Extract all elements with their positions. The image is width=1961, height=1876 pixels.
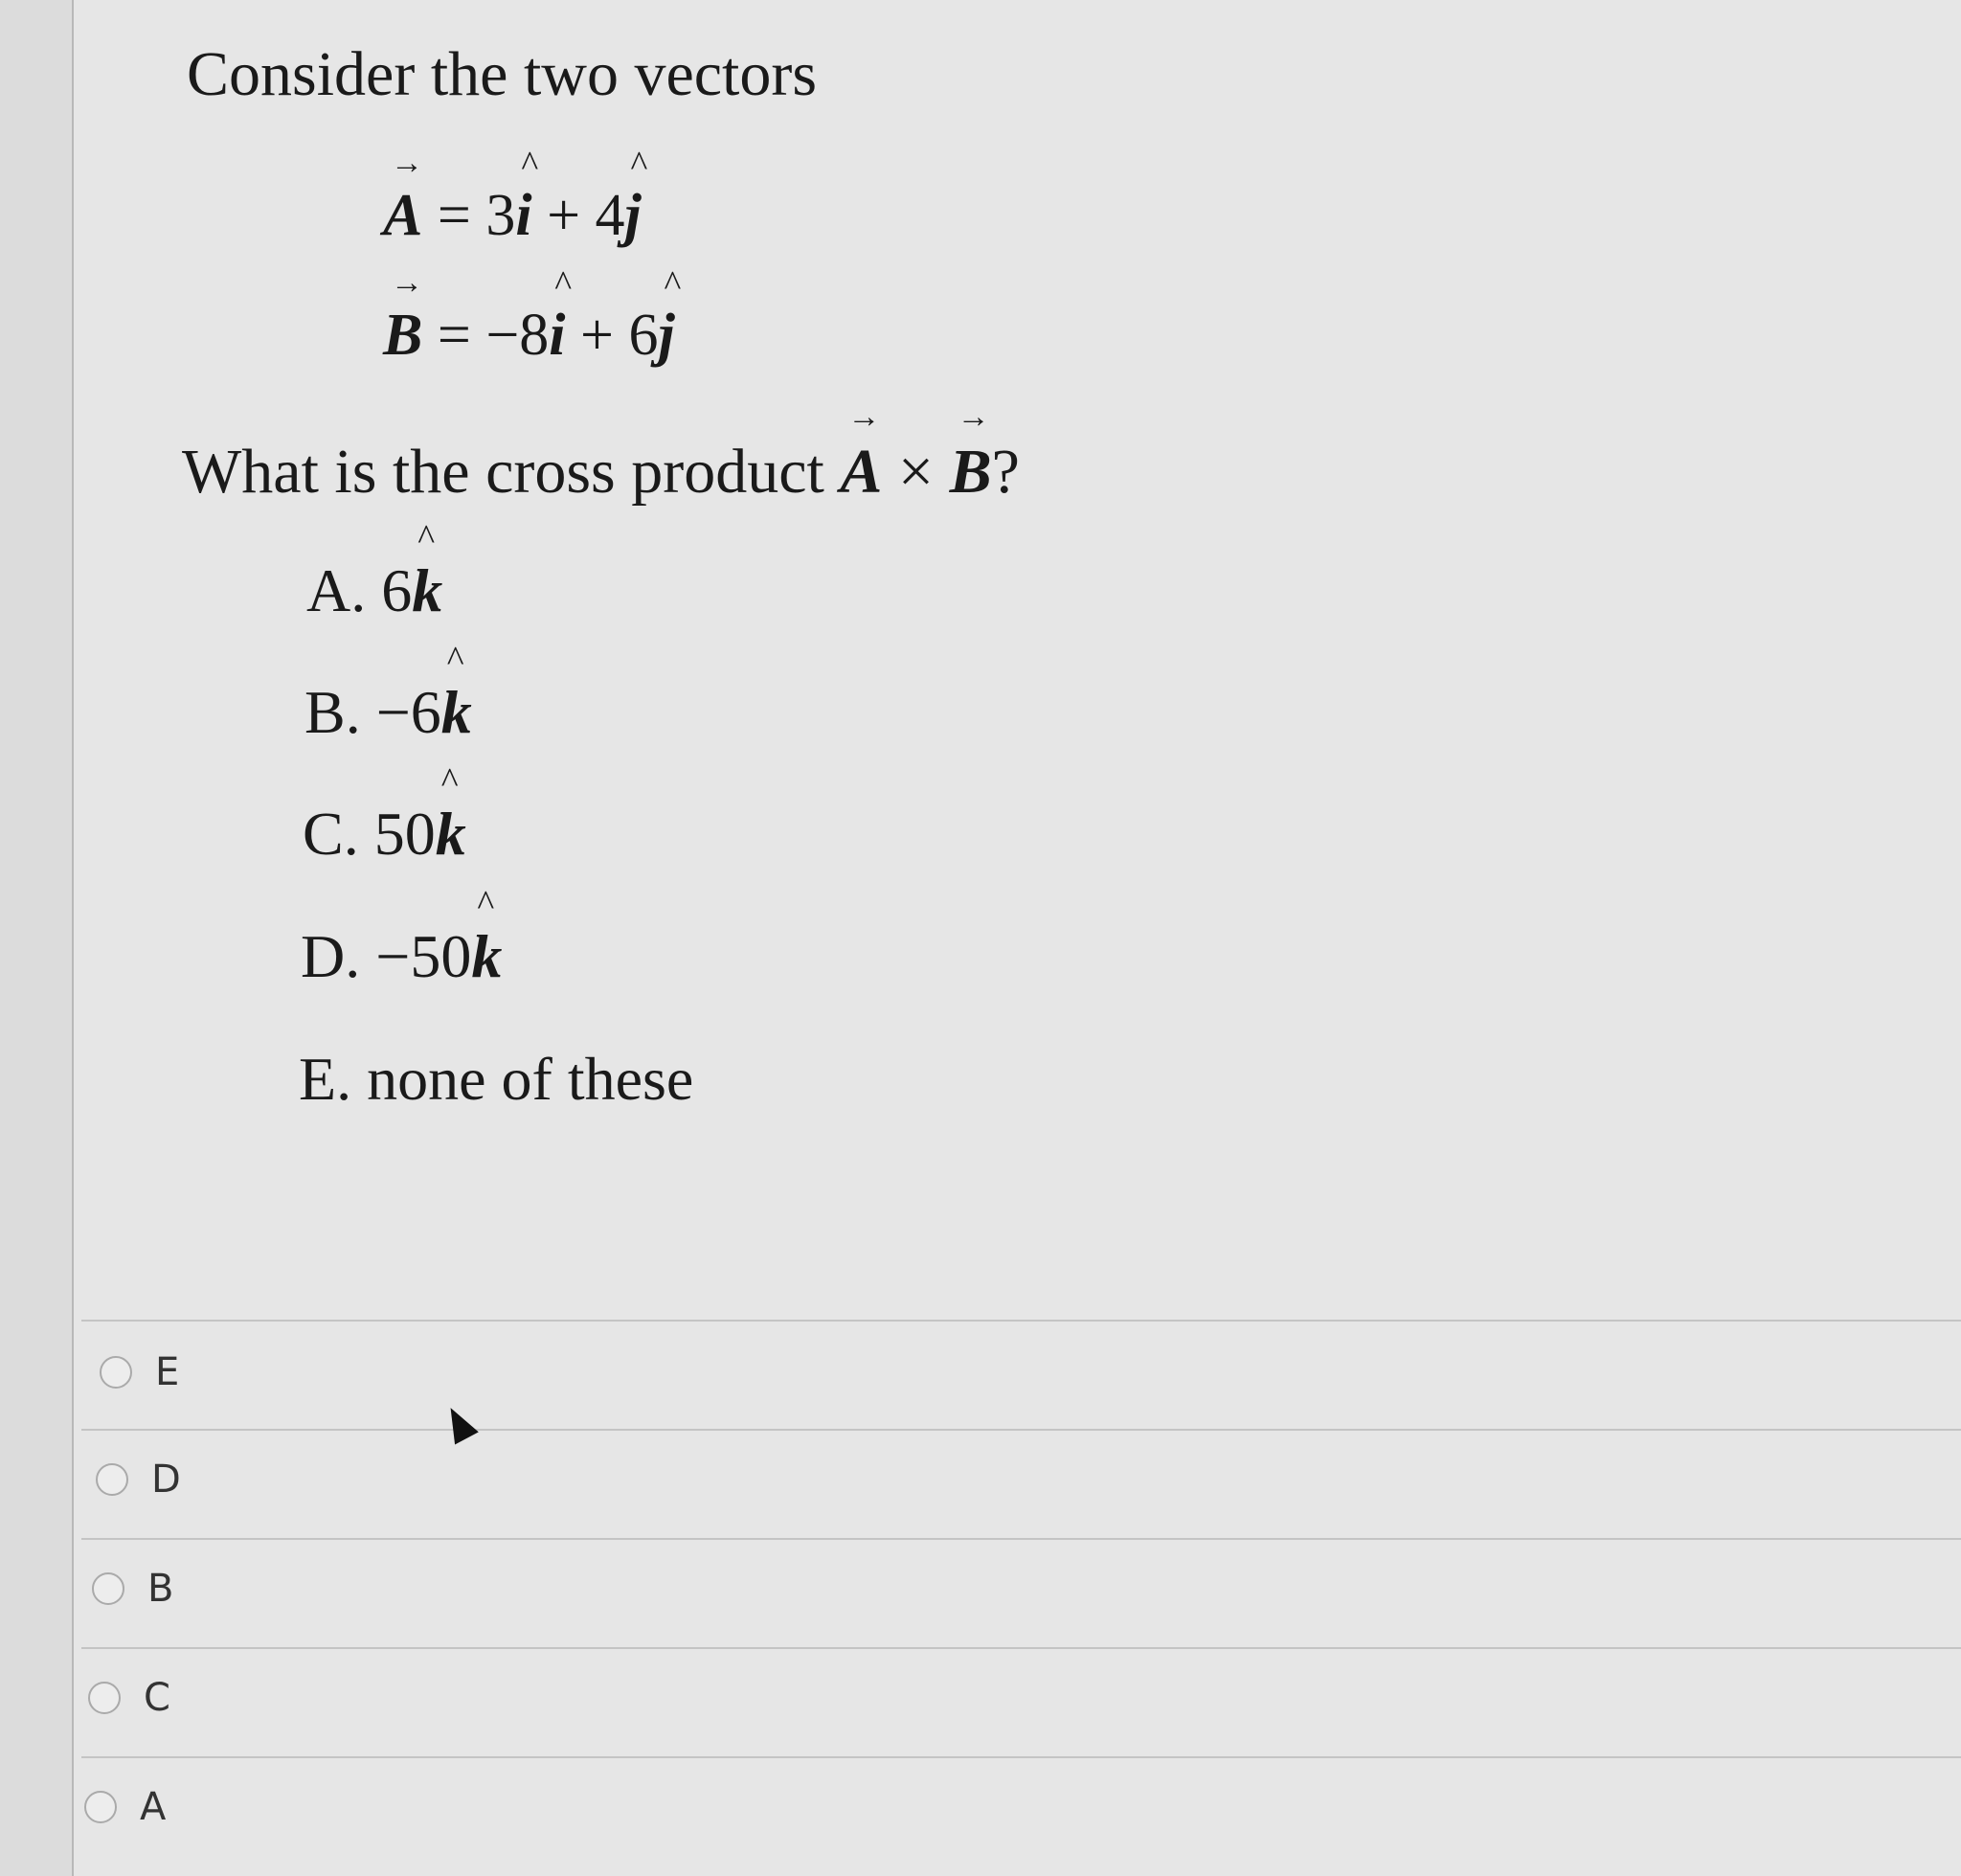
radio-button[interactable] (100, 1356, 132, 1389)
divider (81, 1320, 1961, 1322)
option-label: C. (303, 800, 374, 868)
answer-choice-d[interactable] (96, 1458, 181, 1502)
choice-label: B (147, 1567, 174, 1611)
question-prompt (182, 436, 1020, 509)
k-hat: ^ k (471, 921, 502, 992)
divider (81, 1538, 1961, 1540)
j-hat: ^ j (625, 182, 642, 250)
option-a (306, 555, 442, 626)
vector-b-plus: + 6 (565, 303, 659, 368)
option-value: 6 (381, 556, 413, 624)
i-hat: ^ i (549, 302, 565, 370)
vector-b-symbol: → B (383, 302, 422, 370)
k-hat: ^ k (412, 555, 442, 626)
vector-a-symbol: → A (383, 182, 422, 250)
question-intro: Consider the two vectors (187, 39, 818, 109)
answer-choice-a[interactable] (84, 1785, 166, 1829)
choice-label: E (155, 1350, 180, 1394)
option-b (304, 677, 472, 748)
prompt-vector-b: → B (950, 436, 992, 509)
vector-a-plus: + 4 (531, 183, 625, 248)
vector-b-equation (383, 302, 675, 370)
option-value: none of these (367, 1045, 694, 1113)
option-label: A. (306, 556, 382, 624)
divider (81, 1647, 1961, 1649)
choice-label: D (151, 1458, 181, 1502)
option-value: 50 (373, 800, 436, 868)
question-mark: ? (991, 437, 1020, 507)
prompt-vector-a: → A (840, 436, 882, 509)
answer-choice-e[interactable] (100, 1350, 179, 1394)
option-value: −6 (375, 678, 441, 746)
radio-button[interactable] (96, 1463, 128, 1496)
j-hat: ^ j (659, 302, 675, 370)
k-hat: ^ k (436, 799, 466, 870)
times-symbol: × (882, 437, 950, 507)
i-hat: ^ i (515, 182, 531, 250)
mouse-cursor-icon (439, 1402, 479, 1445)
answer-choice-b[interactable] (92, 1567, 173, 1611)
radio-button[interactable] (92, 1572, 124, 1605)
vector-a-equation (383, 182, 642, 250)
page-left-border (0, 0, 74, 1876)
radio-button[interactable] (84, 1791, 117, 1823)
option-d (301, 921, 502, 992)
option-label: E. (299, 1045, 368, 1113)
divider (81, 1756, 1961, 1758)
vector-b-eq: = −8 (422, 303, 550, 368)
prompt-text: What is the cross product (182, 437, 841, 507)
choice-label: C (144, 1676, 170, 1720)
option-c (303, 799, 466, 870)
answer-choice-c[interactable] (88, 1676, 170, 1720)
option-label: D. (301, 922, 376, 990)
option-e (299, 1044, 693, 1115)
vector-a-eq: = 3 (422, 183, 516, 248)
divider (81, 1429, 1961, 1431)
option-value: −50 (375, 922, 472, 990)
choice-label: A (140, 1785, 167, 1829)
radio-button[interactable] (88, 1682, 121, 1714)
k-hat: ^ k (441, 677, 472, 748)
option-label: B. (304, 678, 376, 746)
